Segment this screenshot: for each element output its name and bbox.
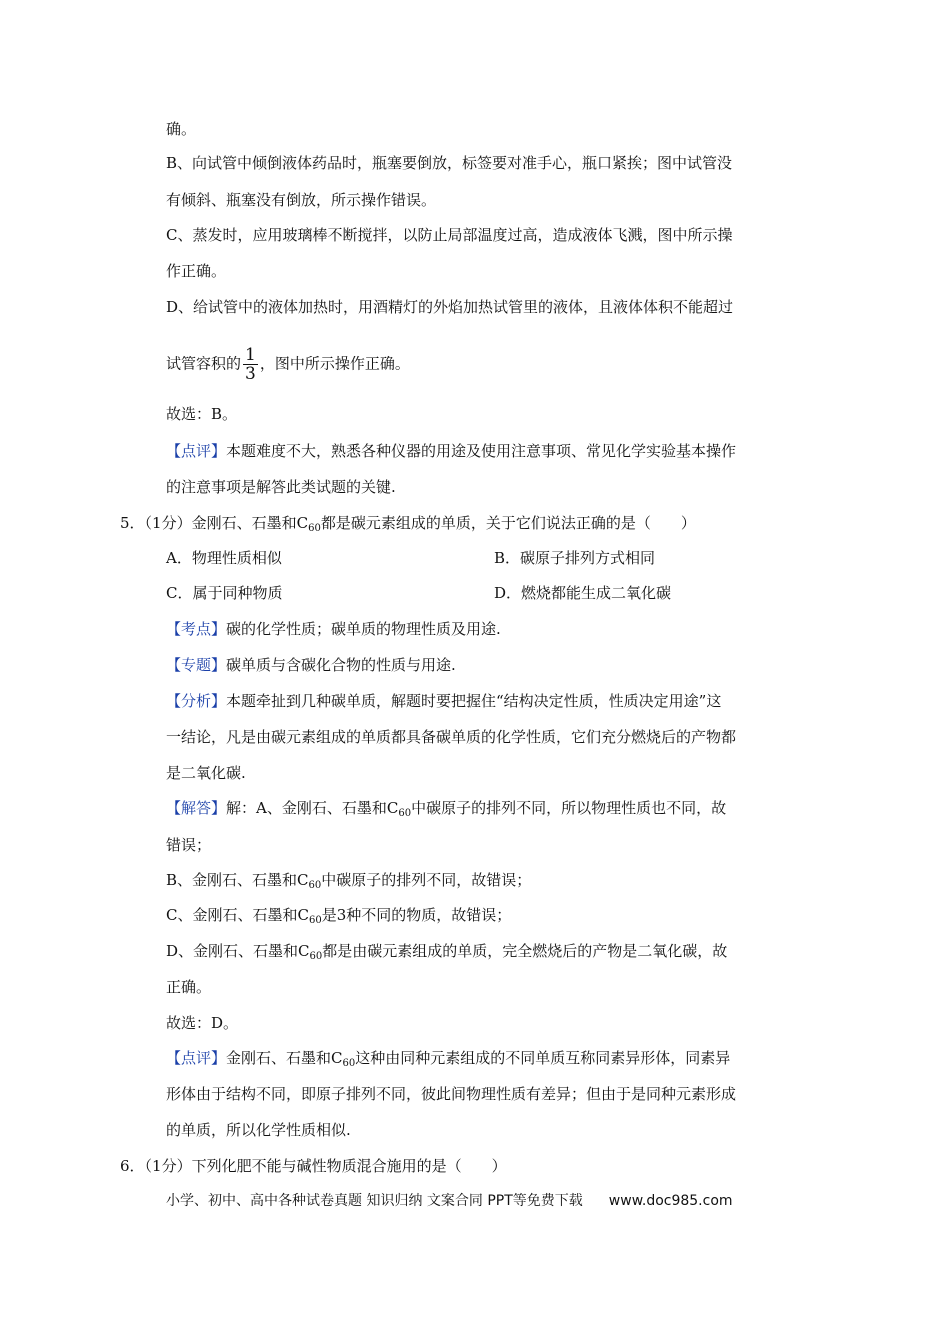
option-d: D．燃烧都能生成二氧化碳: [494, 584, 672, 602]
question-number: 6．: [120, 1157, 145, 1175]
text-line: D、给试管中的液体加热时，用酒精灯的外焰加热试管里的液体，且液体体积不能超过: [166, 298, 734, 316]
text-line: 一结论，凡是由碳元素组成的单质都具备碳单质的化学性质，它们充分燃烧后的产物都: [166, 728, 737, 746]
review-tag: 【点评】: [166, 442, 227, 460]
text-line: 是二氧化碳.: [166, 764, 246, 782]
text-line: C、蒸发时，应用玻璃棒不断搅拌，以防止局部温度过高，造成液体飞溅，图中所示操: [166, 226, 733, 244]
footer-text: 小学、初中、高中各种试卷真题 知识归纳 文案合同 PPT等免费下载: [166, 1193, 583, 1209]
text-line: 错误；: [166, 836, 212, 854]
fraction-numerator: 1: [245, 345, 256, 365]
option-c: C．属于同种物质: [166, 584, 283, 602]
kaodian-line: [166, 618, 501, 640]
jieda-text: 解：A、金刚石、石墨和C: [226, 799, 399, 817]
fenxi-line: [166, 690, 721, 712]
text-line: 确。: [166, 120, 197, 138]
text-segment: D、金刚石、石墨和C: [166, 942, 310, 960]
option-b: B．碳原子排列方式相同: [494, 549, 656, 567]
text-line: 的注意事项是解答此类试题的关键.: [166, 478, 396, 496]
fenxi-tag: 【分析】: [166, 692, 227, 710]
text-line: [166, 904, 511, 926]
subscript: 60: [308, 880, 322, 891]
jieda-tag: 【解答】: [166, 799, 227, 817]
review-text: 本题难度不大，熟悉各种仪器的用途及使用注意事项、常见化学实验基本操作: [226, 442, 737, 460]
text-line: 有倾斜、瓶塞没有倒放，所示操作错误。: [166, 191, 437, 209]
fraction: [243, 346, 258, 383]
dianping-tag: 【点评】: [166, 1049, 227, 1067]
text-line: [166, 869, 531, 891]
text-segment: B、金刚石、石墨和C: [166, 871, 309, 889]
text-segment: C、金刚石、石墨和C: [166, 906, 309, 924]
text-line-fraction: [166, 346, 410, 383]
text-segment: ，图中所示操作正确。: [259, 354, 410, 373]
stem-text: （1分）金刚石、石墨和C: [144, 514, 309, 532]
jieda-text: 中碳原子的排列不同，所以物理性质也不同，故: [411, 799, 727, 817]
answer-choice: 故选：D。: [166, 1014, 239, 1032]
text-line: B、向试管中倾倒液体药品时，瓶塞要倒放，标签要对准手心，瓶口紧挨；图中试管没: [166, 154, 733, 172]
subscript: 60: [308, 523, 321, 534]
text-segment: 都是由碳元素组成的单质，完全燃烧后的产物是二氧化碳，故: [322, 942, 728, 960]
subscript: 60: [342, 1058, 356, 1069]
zhuanti-tag: 【专题】: [166, 656, 227, 674]
subscript: 60: [398, 808, 412, 819]
text-line: [166, 940, 727, 962]
text-line: 正确。: [166, 978, 212, 996]
text-segment: 中碳原子的排列不同，故错误；: [321, 871, 532, 889]
dianping-text: 金刚石、石墨和C: [226, 1049, 343, 1067]
stem-text: （1分）下列化肥不能与碱性物质混合施用的是（ ）: [144, 1157, 507, 1175]
footer-url: www.doc985.com: [608, 1193, 733, 1209]
text-line: 的单质，所以化学性质相似.: [166, 1121, 351, 1139]
jieda-line: [166, 797, 726, 819]
question-stem: [120, 512, 696, 534]
zhuanti-text: 碳单质与含碳化合物的性质与用途.: [226, 656, 456, 674]
kaodian-tag: 【考点】: [166, 620, 227, 638]
kaodian-text: 碳的化学性质；碳单质的物理性质及用途.: [226, 620, 501, 638]
fenxi-text: 本题牵扯到几种碳单质，解题时要把握住“结构决定性质，性质决定用途”这: [226, 692, 722, 710]
option-a: A．物理性质相似: [166, 549, 282, 567]
page-footer: [166, 1190, 733, 1210]
question-number: 5．: [120, 514, 145, 532]
text-line: 作正确。: [166, 262, 227, 280]
subscript: 60: [308, 915, 322, 926]
fraction-denominator: 3: [245, 364, 256, 384]
stem-text: 都是碳元素组成的单质，关于它们说法正确的是（ ）: [320, 514, 696, 532]
answer-choice: 故选：B。: [166, 405, 238, 423]
text-line: 形体由于结构不同，即原子排列不同，彼此间物理性质有差异；但由于是同种元素形成: [166, 1085, 737, 1103]
zhuanti-line: [166, 654, 456, 676]
dianping-line: [166, 1047, 730, 1069]
subscript: 60: [309, 951, 323, 962]
question-stem: [120, 1155, 507, 1177]
dianping-text: 这种由同种元素组成的不同单质互称同素异形体，同素异: [355, 1049, 731, 1067]
review-line: [166, 440, 736, 462]
text-segment: 是3种不同的物质，故错误；: [321, 906, 512, 924]
text-segment: 试管容积的: [166, 354, 242, 373]
